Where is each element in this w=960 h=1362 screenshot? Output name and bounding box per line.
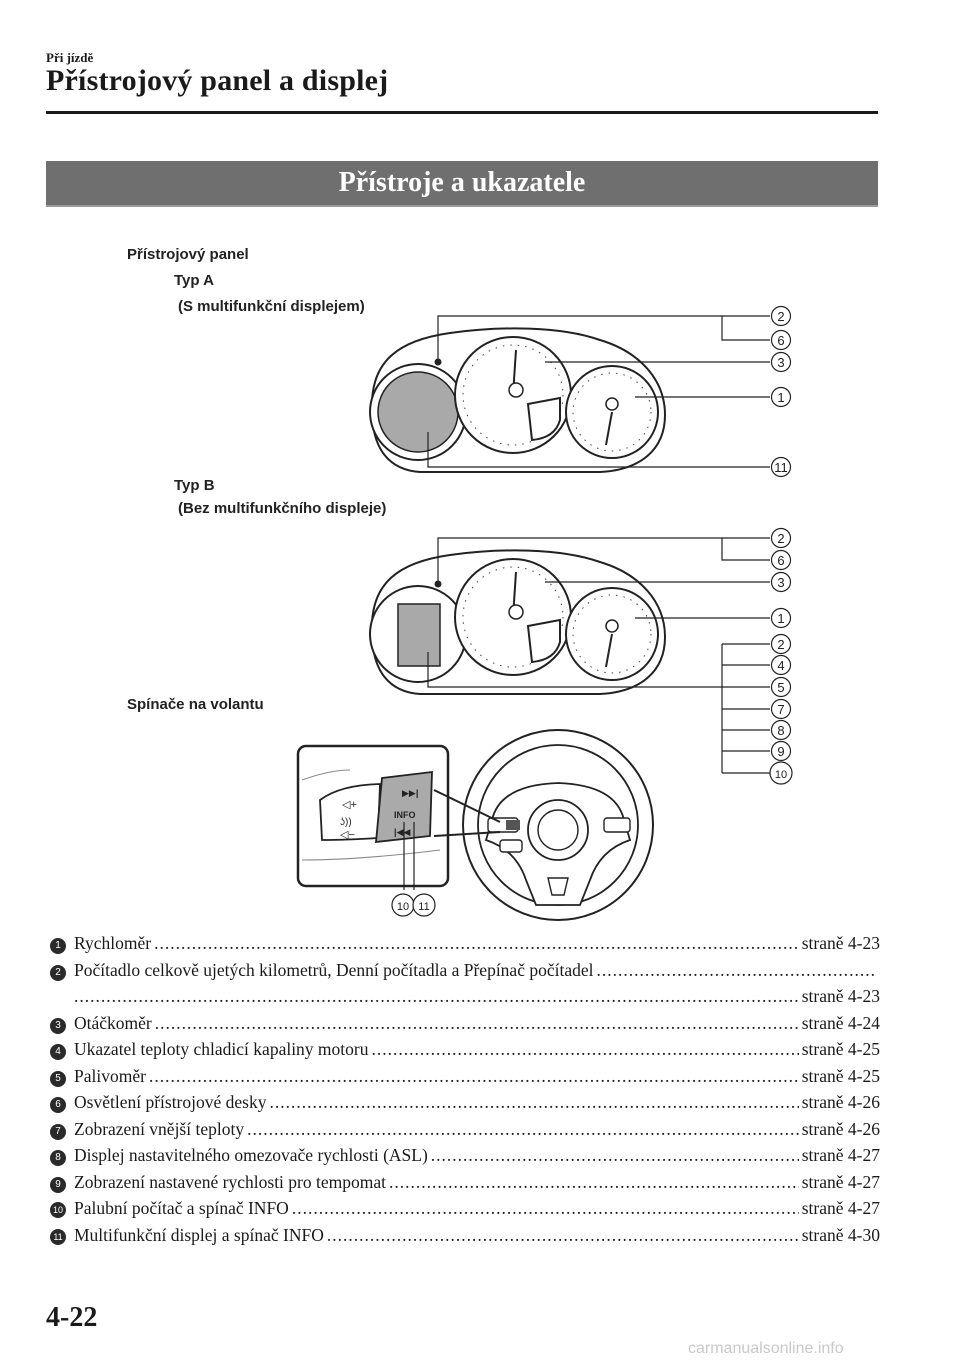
legend-list: [50, 930, 880, 1248]
legend-item-7: [50, 1116, 880, 1143]
callout-w-11: 11: [418, 901, 430, 913]
page-number: 4-22: [46, 1302, 98, 1333]
type-b-subtitle: (Bez multifunkčního displeje): [178, 500, 387, 517]
panel-label: Přístrojový panel: [127, 246, 249, 263]
seek-down-icon: |◀◀: [394, 827, 411, 837]
legend-item-11: [50, 1222, 880, 1249]
legend-text: Ukazatel teploty chladicí kapaliny motoru: [74, 1039, 369, 1059]
callout-a-1: 1: [777, 390, 785, 405]
legend-page: straně 4-24: [801, 1012, 880, 1033]
callout-b-10: 10: [774, 769, 788, 781]
steering-wheel: [463, 730, 653, 920]
legend-item-2: [50, 957, 880, 984]
callout-a-6: 6: [777, 333, 785, 348]
callout-a-11: 11: [774, 460, 788, 475]
segment-display-b: [398, 604, 440, 666]
callout-b-8: 8: [777, 723, 785, 738]
callout-a-3: 3: [777, 355, 785, 370]
legend-text: Displej nastavitelného omezovače rychlosti (ASL): [74, 1145, 428, 1165]
callout-b-6: 6: [777, 553, 785, 568]
legend-num: 10: [50, 1202, 66, 1218]
legend-text: Palivoměr: [74, 1065, 146, 1086]
legend-page: straně 4-25: [801, 1039, 880, 1059]
legend-page: straně 4-27: [801, 1145, 880, 1165]
legend-page: straně 4-30: [801, 1224, 880, 1245]
leader-dots: [149, 1063, 799, 1090]
leader-dots: [371, 1036, 798, 1063]
legend-page: straně 4-27: [801, 1198, 880, 1218]
leader-dots: [596, 957, 877, 984]
info-switch-label: INFO: [394, 810, 416, 820]
legend-text: Zobrazení vnější teploty: [74, 1118, 245, 1139]
watermark: carmanualsonline.info: [688, 1340, 844, 1357]
legend-num: 6: [50, 1097, 66, 1113]
volume-down-icon: ◁−: [340, 829, 355, 841]
legend-text: Počítadlo celkově ujetých kilometrů, Denní počítadla a Přepínač počítadel: [74, 959, 594, 980]
callout-b-2: 2: [777, 531, 785, 546]
legend-item-2-cont: [50, 983, 880, 1010]
legend-num: 8: [50, 1150, 66, 1166]
leader-dots: [431, 1142, 799, 1169]
legend-item-4: [50, 1036, 880, 1063]
callout-b-7: 7: [777, 702, 785, 717]
type-a-subtitle: (S multifunkční displejem): [178, 298, 365, 315]
cluster-type-a: [370, 316, 770, 472]
leader-dots: [327, 1222, 799, 1249]
type-b-label: Typ B: [174, 477, 215, 494]
callout-b-2b: 2: [777, 637, 785, 652]
legend-text: Palubní počítač a spínač INFO: [74, 1198, 289, 1218]
legend-num: 11: [50, 1229, 66, 1245]
callout-b-3: 3: [777, 575, 785, 590]
callout-w-10: 10: [396, 901, 410, 913]
seek-up-icon: ▶▶|: [402, 788, 419, 798]
callouts-type-a: [772, 307, 791, 477]
leader-dots: [389, 1169, 799, 1196]
legend-num: 4: [50, 1044, 66, 1060]
callout-b-5: 5: [777, 680, 785, 695]
leader-dots: [155, 1010, 799, 1037]
legend-page: straně 4-27: [801, 1171, 880, 1192]
legend-num: 1: [50, 938, 66, 954]
leader-dots: [247, 1116, 799, 1143]
legend-page: straně 4-26: [801, 1092, 880, 1112]
legend-page: straně 4-23: [801, 986, 880, 1006]
leader-dots: [154, 930, 799, 957]
legend-item-5: [50, 1063, 880, 1090]
legend-item-3: [50, 1010, 880, 1037]
volume-up-icon: ◁+: [342, 799, 357, 811]
callout-a-2: 2: [777, 309, 785, 324]
multifunction-display-a: [378, 372, 458, 452]
type-a-label: Typ A: [174, 272, 214, 289]
voice-icon: ʖ)): [340, 817, 352, 828]
legend-num: 5: [50, 1071, 66, 1087]
leader-dots: [269, 1089, 798, 1116]
callout-b-9: 9: [777, 744, 785, 759]
legend-num: 3: [50, 1018, 66, 1034]
legend-item-1: [50, 930, 880, 957]
page-title: Přístrojový panel a displej: [46, 64, 389, 97]
legend-page: straně 4-23: [801, 933, 880, 953]
leader-dots: [74, 983, 799, 1010]
callout-b-1: 1: [777, 611, 785, 626]
legend-item-6: [50, 1089, 880, 1116]
legend-text: Rychloměr: [74, 933, 152, 953]
section-label: Při jízdě: [46, 50, 94, 65]
callouts-type-b: [770, 529, 792, 785]
legend-text: Osvětlení přístrojové desky: [74, 1092, 267, 1112]
callout-b-4: 4: [777, 658, 785, 673]
callouts-wheel: [392, 894, 435, 916]
legend-text: Multifunkční displej a spínač INFO: [74, 1224, 324, 1245]
legend-page: straně 4-26: [801, 1118, 880, 1139]
section-banner: Přístroje a ukazatele: [46, 161, 878, 207]
wheel-label: Spínače na volantu: [127, 696, 264, 713]
legend-page: straně 4-25: [801, 1065, 880, 1086]
legend-num: 9: [50, 1177, 66, 1193]
legend-num: 2: [50, 965, 66, 981]
legend-item-9: [50, 1169, 880, 1196]
legend-item-10: [50, 1195, 880, 1222]
leader-dots: [292, 1195, 799, 1222]
legend-num: 7: [50, 1124, 66, 1140]
legend-text: Otáčkoměr: [74, 1012, 152, 1033]
legend-text: Zobrazení nastavené rychlosti pro tempomat: [74, 1171, 386, 1192]
legend-item-8: [50, 1142, 880, 1169]
